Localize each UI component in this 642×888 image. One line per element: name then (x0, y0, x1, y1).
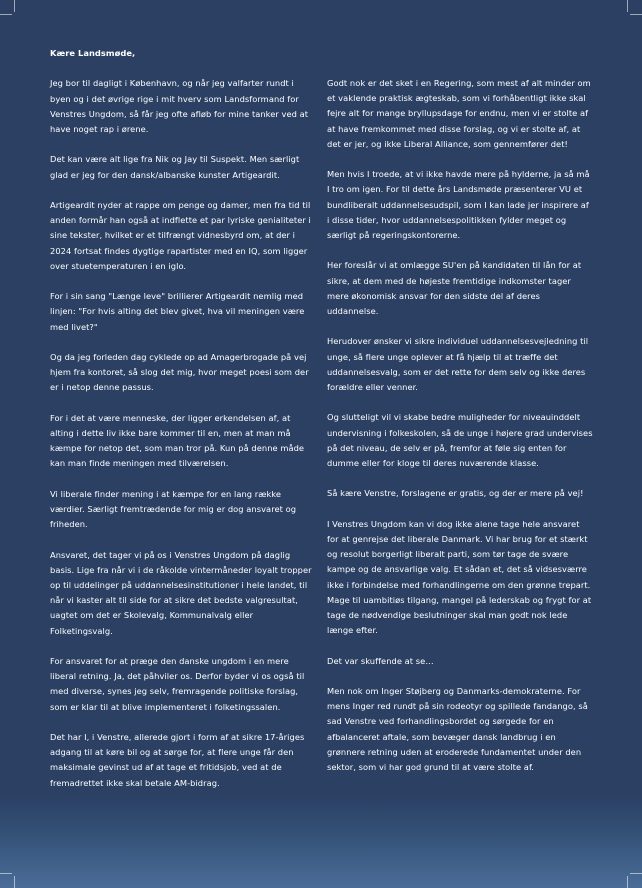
crop-mark (627, 876, 628, 888)
crop-mark (14, 0, 15, 12)
paragraph: For i sin sang "Længe leve" brillierer Artigeardit nemlig med linjen: "For hvis alting det blev givet, hva vil meningen være med livet?" (50, 291, 305, 332)
paragraph: Det kan være alt lige fra Nik og Jay til Suspekt. Men særligt glad er jeg for den dansk/albanske kunster Artigeardit. (50, 154, 300, 180)
paragraph: I Venstres Ungdom kan vi dog ikke alene tage hele ansvaret for at genrejse det liberale Danmark. Vi har brug for et stærkt og resolut borgerligt liberalt parti, som tør tage de svære kampe og de ansvarlige valg. Et sådan et, det så vidsesværre ikke i forbindelse med forhandlingerne om den grønne trepart. Mage til uambitiøs tilgang, mangel på lederskab og frygt for at tage de nødvendige beslutninger skal man godt nok lede længe efter. (327, 518, 592, 636)
paragraph: Og slutteligt vil vi skabe bedre muligheder for niveauinddelt undervisning i folkeskolen, så de unge i højere grad undervises på det niveau, de selv er på, fremfor at føle sig enten for dumme eller for kloge til deres nuværende klasse. (327, 412, 593, 469)
crop-mark (627, 0, 628, 12)
paragraph: Men nok om Inger Støjberg og Danmarks-demokraterne. For mens Inger red rundt på sin rodeotyr og spillede fandango, så sad Venstre ved forhandlingsbordet og sørgede for en afbalanceret aftale, som bevæger dansk landbrug i en grønnere retning uden at eroderede fundamentet under den sektor, som vi har god grund til at være stolte af. (327, 686, 588, 773)
paragraph: Jeg bor til dagligt i København, og når jeg valfarter rundt i byen og i det øvrige rige i mit hverv som Landsformand for Venstres Ungdom, så får jeg ofte afløb for mine tanker ved at have noget rap i ørene. (50, 78, 309, 134)
paragraph: For ansvaret for at præge den danske ungdom i en mere liberal retning. Ja, det påhviler os. Derfor byder vi os også til med diverse, synes jeg selv, fremragende politiske forslag, som er klar til at blive implementeret i folketingssalen. (50, 655, 305, 712)
paragraph: Her foreslår vi at omlægge SU'en på kandidaten til lån for at sikre, at dem med de højeste fremtidige indkomster tager mere økonomisk ansvar for den sidste del af deres uddannelse. (327, 260, 582, 317)
background-photo-band (0, 795, 642, 888)
paragraph: Det var skuffende at se… (327, 655, 434, 666)
paragraph: Godt nok er det sket i en Regering, som mest af alt minder om et vaklende praktisk ægteskab, som vi forhåbentligt ikke skal fejre alt for mange bryllupsdage for endnu, men vi er stolte af at have fremkommet med disse forslag, og vi er stolte af, at det er jer, og ikke Liberal Alliance, som gennemfører det! (327, 78, 591, 149)
crop-mark (0, 14, 12, 15)
paragraph: Så kære Venstre, forslagene er gratis, og der er mere på vej! (327, 488, 584, 499)
paragraph: Og da jeg forleden dag cyklede op ad Amagerbrogade på vej hjem fra kontoret, så slog det mig, hvor meget poesi som der er i netop denne passus. (50, 351, 309, 393)
paragraph: Ansvaret, det tager vi på os i Venstres Ungdom på daglig basis. Lige fra når vi i de råkolde vintermåneder loyalt tropper op til uddelinger på uddannelsesinstitutioner i hele landet, til når vi kaster alt til side for at sikre det bedste valgresultat, uagtet om det er Skolevalg, Kommunalvalg eller Folketingsvalg. (50, 549, 312, 636)
paragraph: Men hvis I troede, at vi ikke havde mere på hylderne, ja så må I tro om igen. For til dette års Landsmøde præsenterer VU et bundliberalt uddannelsesudspil, som I kan lade jer inspirere af i disse tider, hvor uddannelsespolitikken fylder meget og særligt på regeringskontorerne. (327, 169, 590, 241)
crop-mark (0, 873, 12, 874)
paragraph: Vi liberale finder mening i at kæmpe for en lang række værdier. Særligt fremtrædende for mig er dog ansvaret og friheden. (50, 488, 297, 530)
crop-mark (630, 873, 642, 874)
paragraph: Det har I, i Venstre, allerede gjort i form af at sikre 17-åriges adgang til at køre bil og at sørge for, at flere unge får den maksimale gevinst ud af at tage et fritidsjob, ved at de fremadrettet ikke skal betale AM-bidrag. (50, 731, 305, 788)
letter-salutation: Kære Landsmøde, (50, 48, 136, 58)
paragraph: Artigeardit nyder at rappe om penge og damer, men fra tid til anden formår han også at indflette et par lyriske genialiteter i sine tekster, hvilket er et tilfrængt vidnesbyrd om, at der i 2024 fortsat findes dygtige rapartister med en IQ, som ligger over stuetemperaturen i en iglo. (50, 199, 311, 271)
paragraph: For i det at være menneske, der ligger erkendelsen af, at alting i dette liv ikke bare kommer til en, men at man må kæmpe for netop det, som man tror på. Kun på denne måde kan man finde meningen med tilværelsen. (50, 412, 305, 469)
letter-right-column (327, 76, 593, 790)
crop-mark (14, 876, 15, 888)
paragraph: Herudover ønsker vi sikre individuel uddannelsesvejledning til unge, så flere unge oplever at få hjælp til at træffe det uddannelsesvalg, som er det rette for dem selv og ikke deres forældre eller venner. (327, 336, 589, 393)
letter-left-column (50, 46, 316, 806)
crop-mark (630, 14, 642, 15)
